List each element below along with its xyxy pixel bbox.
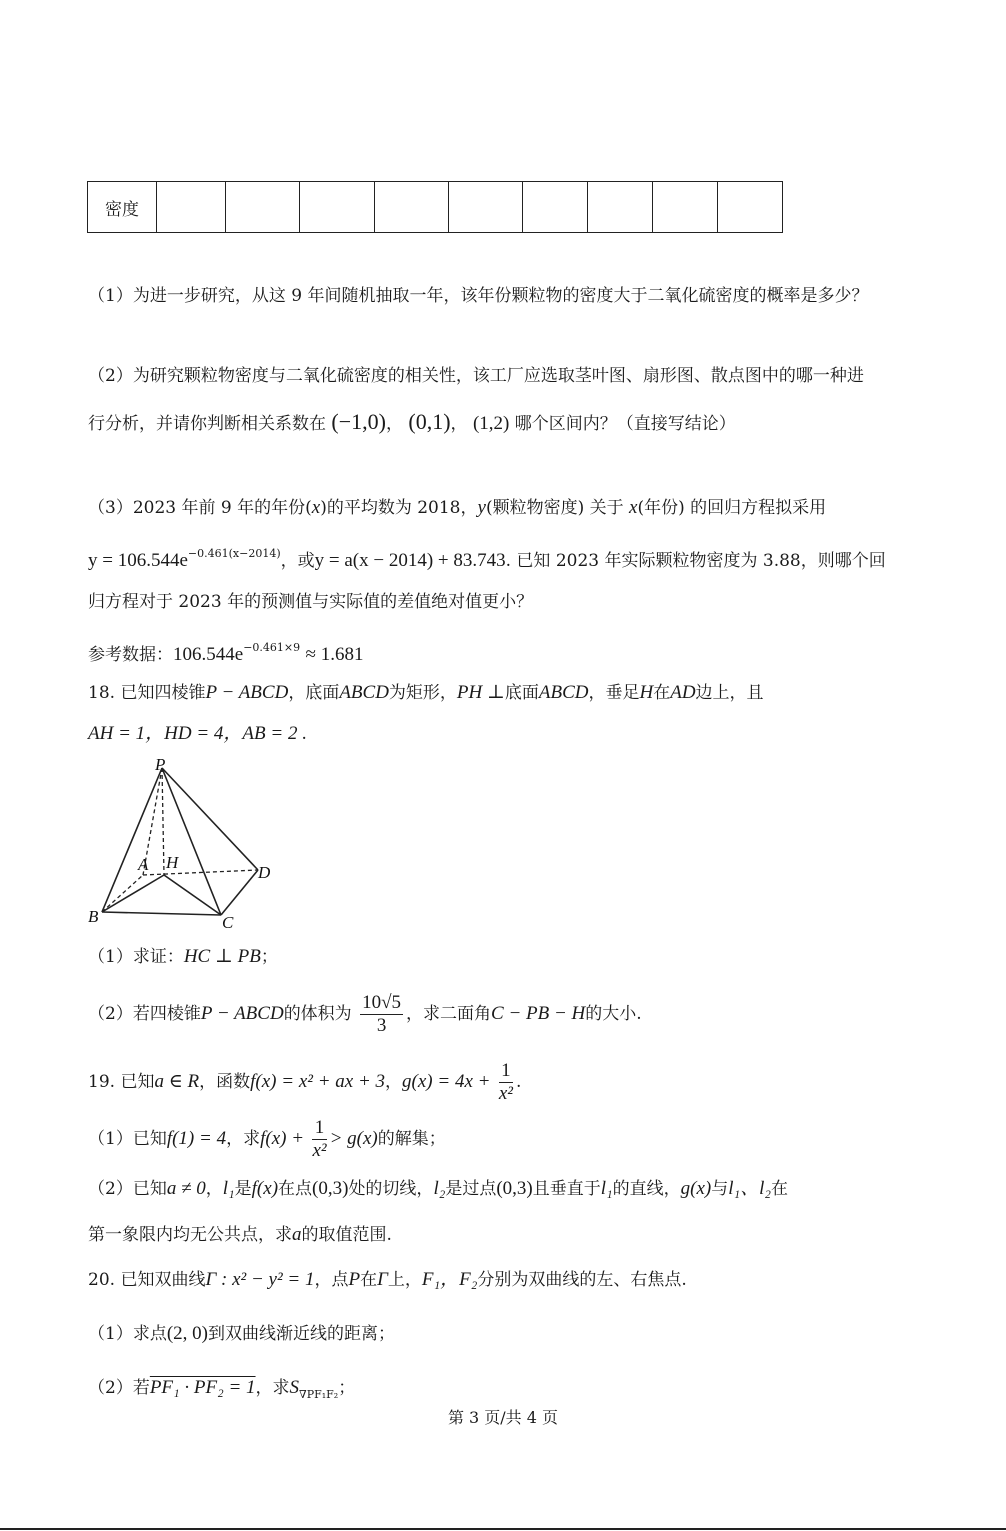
table-cell	[300, 182, 375, 233]
numerator: 1	[312, 1117, 326, 1140]
math: (0,3)	[312, 1178, 349, 1199]
math: Γ : x² − y² = 1	[205, 1269, 315, 1290]
var-x: x	[629, 497, 638, 518]
math: f(1) = 4	[166, 1128, 227, 1149]
reference-data	[88, 636, 363, 667]
volume-fraction	[360, 992, 403, 1037]
ref-value: ≈ 1.681	[305, 644, 364, 665]
page-footer: 第 3 页/共 4 页	[447, 1408, 559, 1427]
interval-3: (1,2)	[472, 413, 510, 434]
text: 第一象限内均无公共点，求	[88, 1225, 292, 1245]
q17-part3-line2	[88, 542, 886, 573]
fraction	[499, 1060, 513, 1105]
math: H	[639, 682, 654, 703]
table-cell	[157, 182, 226, 233]
function-g: g(x) = 4x +	[402, 1071, 491, 1092]
q18-part2	[88, 990, 642, 1038]
math: (0,3)	[496, 1178, 533, 1199]
text: . 已知 2023 年实际颗粒物密度为 3.88，则哪个回	[505, 551, 886, 571]
math: Γ	[377, 1269, 388, 1290]
text: ，求二面角	[406, 1004, 492, 1024]
bottom-divider	[0, 1528, 1006, 1530]
text: ，底面	[288, 683, 340, 703]
subscript: ∇PF₁F₂	[299, 1388, 339, 1401]
text: 的大小.	[585, 1004, 642, 1024]
math: l₂	[433, 1178, 446, 1199]
denominator: x²	[312, 1140, 327, 1161]
text: 18. 已知四棱锥	[88, 683, 206, 703]
math: PH ⊥	[456, 682, 505, 703]
math: f(x)	[251, 1178, 279, 1199]
text: )的平均数为 2018，	[320, 498, 478, 518]
text: （2）已知	[88, 1179, 167, 1199]
table-cell	[375, 182, 449, 233]
numerator: 1	[499, 1060, 513, 1083]
math: a	[292, 1224, 302, 1245]
text: 到双曲线渐近线的距离；	[207, 1324, 395, 1344]
text: 边上，且	[695, 683, 764, 703]
text: ，或	[280, 551, 315, 571]
q19-line1	[88, 1058, 521, 1106]
table-cell	[449, 182, 523, 233]
interval-2: (0,1)	[408, 409, 451, 434]
text: ；	[338, 1378, 356, 1398]
text: 与	[711, 1179, 729, 1199]
exponent: −0.461(x−2014)	[187, 547, 281, 560]
vector-product: PF₁ · PF₂ = 1	[149, 1377, 256, 1398]
q17-part1: （1）为进一步研究，从这 9 年间随机抽取一年，该年份颗粒物的密度大于二氧化硫密度的概率是多少？	[88, 286, 869, 306]
label-D: D	[258, 863, 271, 882]
text: 的取值范围.	[301, 1225, 392, 1245]
var-x: x	[311, 497, 321, 518]
q20-part2	[88, 1376, 355, 1407]
edge-PC	[162, 768, 221, 915]
text: （1）已知	[88, 1129, 167, 1149]
math: > g(x)	[329, 1128, 378, 1149]
text: ；	[260, 947, 278, 967]
text: 的直线，	[612, 1179, 681, 1199]
ref-base: 106.544e	[173, 644, 244, 665]
math: P − ABCD	[200, 1003, 284, 1024]
edge-AD-hidden	[143, 870, 258, 875]
text: ，求	[226, 1129, 261, 1149]
q17-part2-line2: 行分析，并请你判断相关系数在 (−1,0)， (0,1)， (1,2) 哪个区间内？（直接写结论）	[88, 409, 736, 434]
edge-BA-hidden	[102, 875, 143, 912]
segment-BH	[102, 875, 164, 912]
interval-1: (−1,0)	[331, 409, 386, 434]
label-P: P	[155, 755, 166, 774]
text: 在	[771, 1179, 788, 1199]
table-cell	[523, 182, 588, 233]
text: .	[516, 1072, 522, 1092]
label-C: C	[222, 913, 234, 932]
math: (2, 0)	[166, 1323, 208, 1344]
text: 为矩形，	[388, 683, 457, 703]
text: 在点	[278, 1179, 313, 1199]
math: l₁	[600, 1178, 613, 1199]
fraction	[312, 1117, 326, 1162]
text: 20. 已知双曲线	[88, 1270, 206, 1290]
density-table	[87, 181, 783, 233]
math: P	[348, 1269, 361, 1290]
table-row	[88, 182, 783, 233]
table-cell	[588, 182, 653, 233]
text: 19. 已知	[88, 1072, 155, 1092]
text: 处的切线，	[348, 1179, 434, 1199]
q17-part2-line1: （2）为研究颗粒物密度与二氧化硫密度的相关性，该工厂应选取茎叶图、扇形图、散点图中的哪一种进	[88, 366, 864, 386]
q17-part3-line3: 归方程对于 2023 年的预测值与实际值的差值绝对值更小？	[88, 592, 534, 612]
edge-CD	[221, 870, 258, 915]
text: （2）若四棱锥	[88, 1004, 201, 1024]
label-A: A	[138, 855, 149, 874]
regression-eq-1: y = 106.544e	[88, 550, 188, 571]
exponent: −0.461×9	[243, 641, 301, 654]
math: HC ⊥ PB	[183, 946, 261, 967]
text: 是过点	[445, 1179, 497, 1199]
q20-line1	[88, 1268, 687, 1292]
math: a ≠ 0	[166, 1178, 206, 1199]
q17-part3-line1	[88, 496, 826, 520]
var-y: y	[477, 497, 486, 518]
math: a ∈ R	[154, 1071, 200, 1092]
math: P − ABCD	[205, 682, 289, 703]
denominator: 3	[376, 1015, 387, 1036]
math: ABCD	[339, 682, 389, 703]
text: 行分析，并请你判断相关系数在	[88, 414, 326, 434]
text: ，	[385, 1072, 403, 1092]
math: f(x) +	[260, 1128, 305, 1149]
text: ，函数	[199, 1072, 251, 1092]
q18-part1	[88, 945, 278, 969]
numerator: 10√5	[362, 992, 402, 1013]
table-cell	[226, 182, 300, 233]
function-f: f(x) = x² + ax + 3	[250, 1071, 386, 1092]
text: （1）求点	[88, 1324, 167, 1344]
text: 的体积为	[283, 1004, 352, 1024]
math: AH = 1，HD = 4，AB = 2 .	[88, 723, 307, 744]
text: ，垂足	[588, 683, 640, 703]
text: (颗粒物密度) 关于	[485, 498, 624, 518]
text: （1）求证：	[88, 947, 184, 967]
math: l₁、l₂	[728, 1178, 771, 1199]
text: ，点	[314, 1270, 349, 1290]
q19-part2-line2	[88, 1223, 392, 1247]
regression-eq-2: y = a(x − 2014) + 83.743	[314, 550, 506, 571]
text: 的解集；	[377, 1129, 446, 1149]
text: 分别为双曲线的左、右焦点.	[477, 1270, 687, 1290]
math: g(x)	[680, 1178, 712, 1199]
edge-BC	[102, 912, 221, 915]
pyramid-figure	[80, 752, 280, 934]
text: （2）若	[88, 1378, 150, 1398]
q18-line2	[88, 722, 307, 746]
text: 上，	[387, 1270, 422, 1290]
text: ，求	[255, 1378, 290, 1398]
edge-PB	[102, 768, 162, 912]
math: F₁，F₂	[421, 1269, 478, 1290]
denominator: x²	[498, 1083, 513, 1104]
text: ，	[205, 1179, 223, 1199]
text: (年份) 的回归方程拟采用	[637, 498, 827, 518]
table-cell	[653, 182, 718, 233]
q19-part2-line1	[88, 1177, 788, 1201]
text: 是	[234, 1179, 252, 1199]
segment-PH-hidden	[162, 768, 164, 875]
math: S	[289, 1377, 300, 1398]
text: 在	[360, 1270, 378, 1290]
text: 底面	[504, 683, 539, 703]
text: 哪个区间内？（直接写结论）	[514, 414, 736, 434]
math: AD	[670, 682, 696, 703]
table-row-label: 密度	[88, 182, 157, 233]
table-cell	[718, 182, 783, 233]
text: （3）2023 年前 9 年的年份(	[88, 498, 312, 518]
math: ABCD	[538, 682, 589, 703]
text: 在	[653, 683, 671, 703]
math: l₁	[222, 1178, 235, 1199]
label-H: H	[166, 853, 179, 872]
q19-part1	[88, 1115, 446, 1163]
q18-line1	[88, 681, 764, 705]
text: 且垂直于	[532, 1179, 601, 1199]
math: C − PB − H	[491, 1003, 586, 1024]
q20-part1	[88, 1322, 395, 1346]
text: 参考数据：	[88, 645, 173, 665]
label-B: B	[88, 907, 99, 926]
